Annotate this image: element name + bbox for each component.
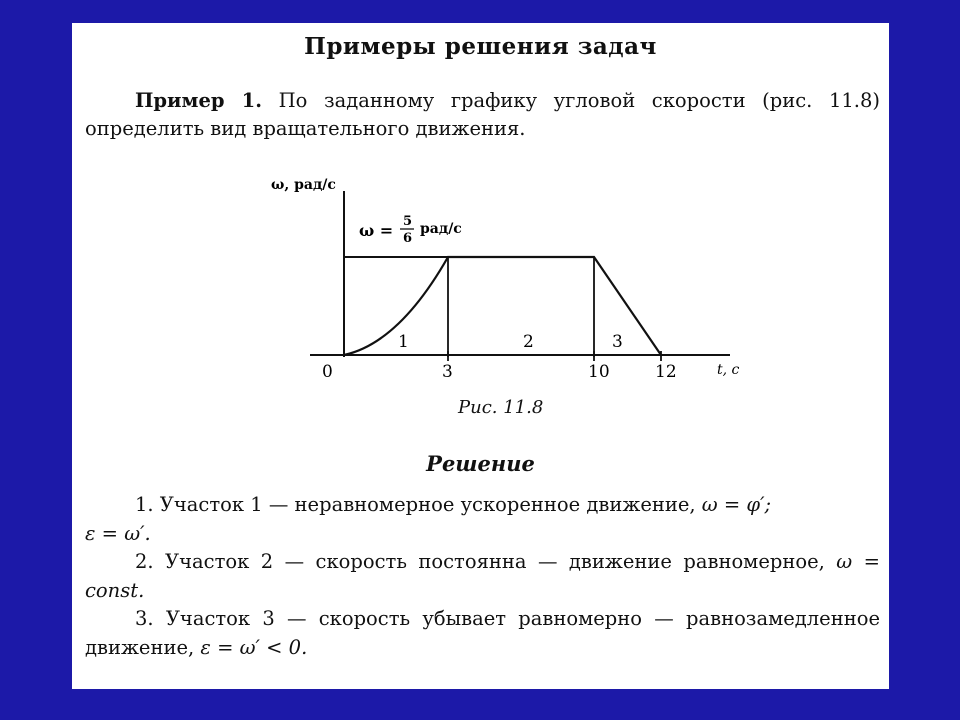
solution-item-3: 3. Участок 3 — скорость убывает равномерно — равнозамедленное движение, ε = ω′ < 0. [85, 607, 880, 659]
omega-denominator: 6 [403, 231, 413, 246]
x-tick-label: 3 [442, 362, 453, 382]
problem-label: Пример 1. [135, 89, 263, 112]
math-omega-phi: ω = φ′; [701, 493, 772, 516]
tick-labels [322, 362, 677, 382]
solution-item-2: 2. Участок 2 — скорость постоянна — движение равномерное, ω = const. [85, 550, 880, 602]
segment-label: 2 [523, 332, 534, 352]
page-title: Примеры решения задач [304, 33, 657, 60]
segment-separators [448, 257, 594, 357]
segment-label: 3 [612, 332, 623, 352]
segment-label: 1 [398, 332, 409, 352]
math-omega-const: ω = const. [85, 550, 880, 602]
math-epsilon-negative: ε = ω′ < 0. [200, 635, 308, 659]
angular-velocity-graph [72, 23, 889, 443]
omega-numerator: 5 [403, 214, 413, 229]
figure-caption: Рис. 11.8 [458, 397, 544, 418]
math-epsilon: ε = ω′. [85, 521, 151, 545]
omega-label-prefix: ω = [359, 221, 394, 240]
solution-list [85, 491, 880, 662]
problem-text: По заданному графику угловой скорости (рис. 11.8) определить вид вращательного движения. [85, 89, 880, 140]
x-tick-label: 0 [322, 362, 333, 382]
x-axis-label: t, с [717, 362, 740, 378]
omega-unit: рад/с [420, 221, 462, 237]
textbook-page [72, 23, 889, 689]
solution-heading: Решение [426, 451, 535, 476]
x-tick-label: 12 [655, 362, 677, 382]
y-axis-label: ω, рад/с [271, 177, 336, 193]
x-tick-label: 10 [588, 362, 610, 382]
solution-item-1: 1. Участок 1 — неравномерное ускоренное движение, ω = φ′; ε = ω′. [85, 493, 772, 545]
segment-labels [398, 332, 623, 352]
